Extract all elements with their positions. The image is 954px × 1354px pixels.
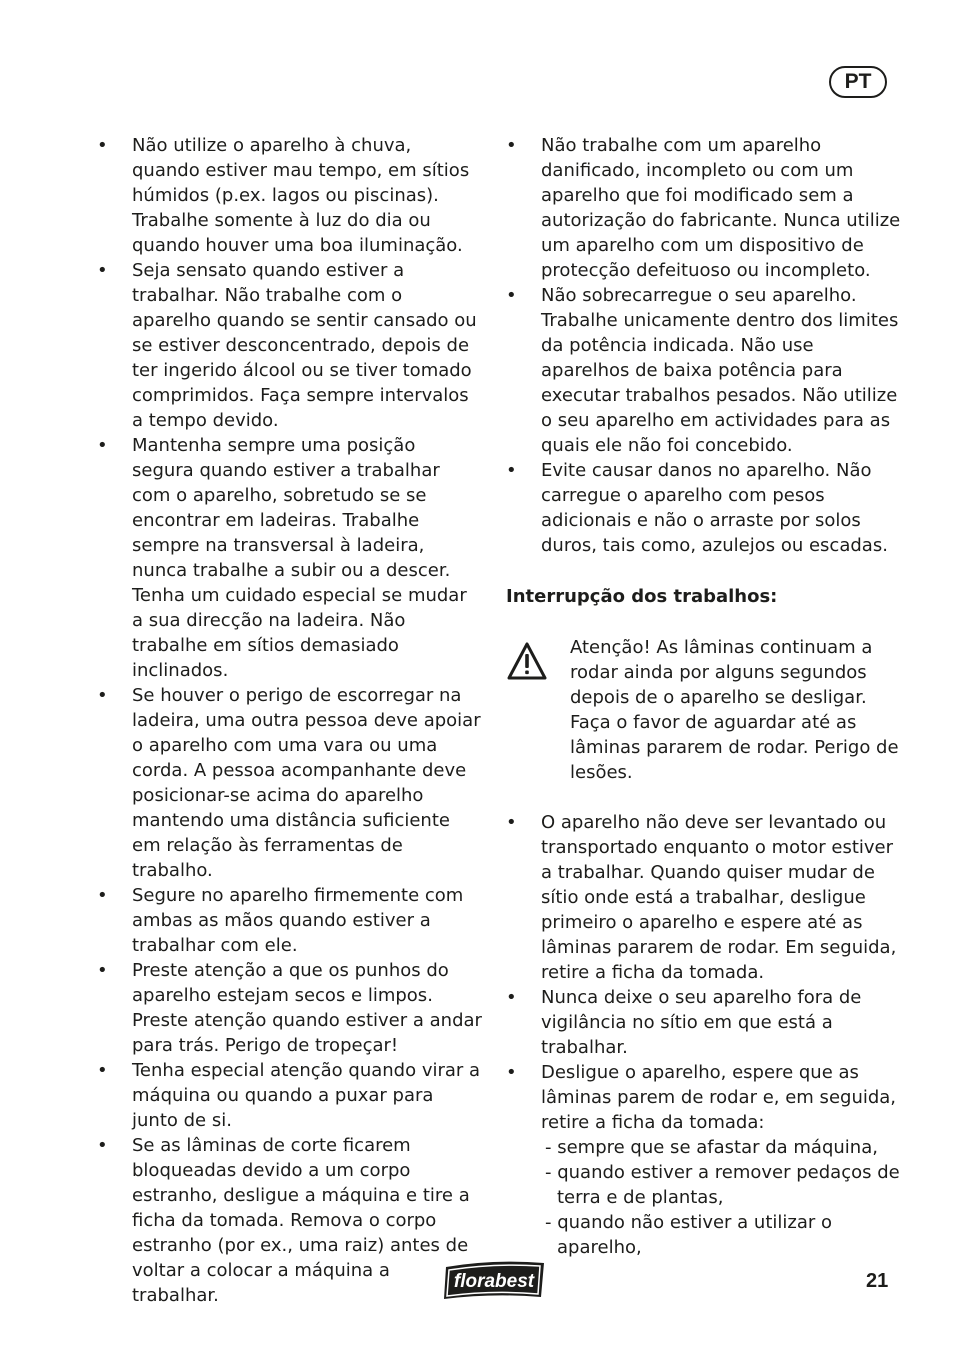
safety-list-left (97, 133, 482, 1308)
section-heading: Interrupção dos trabalhos: (506, 586, 778, 607)
list-item (506, 1060, 901, 1260)
list-item: • Mantenha sempre uma posição segura quando estiver a trabalhar com o aparelho, sobretudo se se encontrar em ladeiras. Trabalhe sempre na transversal à ladeira, nunca trabalhe a subir ou a descer. Tenha um cuidado especial se mudar a sua direcção na ladeira. Não trabalhe em sítios demasiado inclinados. (97, 433, 482, 683)
list-item: • O aparelho não deve ser levantado ou transportado enquanto o motor estiver a trabalhar. Quando quiser mudar de sítio onde está a trabalhar, desligue primeiro o aparelho e espere até as lâminas pararem de rodar. Em seguida, retire a ficha da tomada. (506, 810, 901, 985)
list-item: • Preste atenção a que os punhos do aparelho estejam secos e limpos. Preste atenção quando estiver a andar para trás. Perigo de tropeçar! (97, 958, 482, 1058)
list-item: • Não utilize o aparelho à chuva, quando estiver mau tempo, em sítios húmidos (p.ex. lagos ou piscinas). Trabalhe somente à luz do dia ou quando houver uma boa iluminação. (97, 133, 482, 258)
list-item: • Não trabalhe com um aparelho danificado, incompleto ou com um aparelho que foi modificado sem a autorização do fabricante. Nunca utilize um aparelho com um dispositivo de protecção defeituoso ou incompleto. (506, 133, 901, 283)
list-item: • Segure no aparelho firmemente com ambas as mãos quando estiver a trabalhar com ele. (97, 883, 482, 958)
sub-list-item: - sempre que se afastar da máquina, (545, 1137, 878, 1158)
list-item: • Nunca deixe o seu aparelho fora de vigilância no sítio em que está a trabalhar. (506, 985, 901, 1060)
list-item: • Seja sensato quando estiver a trabalhar. Não trabalhe com o aparelho quando se sentir cansado ou se estiver desconcentrado, depois de ter ingerido álcool ou se tiver tomado comprimidos. Faça sempre intervalos a tempo devido. (97, 258, 482, 433)
list-item: • Não sobrecarregue o seu aparelho. Trabalhe unicamente dentro dos limites da potência indicada. Não use aparelhos de baixa potência para executar trabalhos pesados. Não utilize o seu aparelho em actividades para as quais ele não foi concebido. (506, 283, 901, 458)
safety-list-right-top (506, 133, 901, 558)
safety-list-right-bottom (506, 810, 901, 1260)
list-item: • Tenha especial atenção quando virar a máquina ou quando a puxar para junto de si. (97, 1058, 482, 1133)
svg-text:florabest: florabest (453, 1271, 535, 1292)
page-number: 21 (866, 1270, 889, 1292)
warning-block (506, 635, 901, 785)
florabest-logo (438, 1257, 550, 1303)
list-item: • Evite causar danos no aparelho. Não carregue o aparelho com pesos adicionais e não o arraste por solos duros, tais como, azulejos ou escadas. (506, 458, 901, 558)
list-item-text: • Desligue o aparelho, espere que as lâminas parem de rodar e, em seguida, retire a ficha da tomada: (541, 1062, 897, 1133)
list-item: • Se as lâminas de corte ficarem bloqueadas devido a um corpo estranho, desligue a máquina e tire a ficha da tomada. Remova o corpo estranho (por ex., uma raiz) antes de voltar a colocar a máquina a trabalhar. (97, 1133, 482, 1308)
warning-icon (506, 641, 548, 681)
language-badge: PT (829, 66, 887, 98)
left-column (97, 133, 482, 1308)
list-item: • Se houver o perigo de escorregar na ladeira, uma outra pessoa deve apoiar o aparelho com uma vara ou uma corda. A pessoa acompanhante deve posicionar-se acima do aparelho mantendo uma distância suficiente em relação às ferramentas de trabalho. (97, 683, 482, 883)
sub-list-item: - quando não estiver a utilizar o aparelho, (545, 1212, 833, 1258)
sub-list-item: - quando estiver a remover pedaços de terra e de plantas, (545, 1162, 900, 1208)
right-column (506, 133, 901, 1260)
warning-text: Atenção! As lâminas continuam a rodar ainda por alguns segundos depois de o aparelho se desligar. Faça o favor de aguardar até as lâminas pararem de rodar. Perigo de lesões. (570, 637, 899, 783)
sub-list (541, 1135, 901, 1260)
